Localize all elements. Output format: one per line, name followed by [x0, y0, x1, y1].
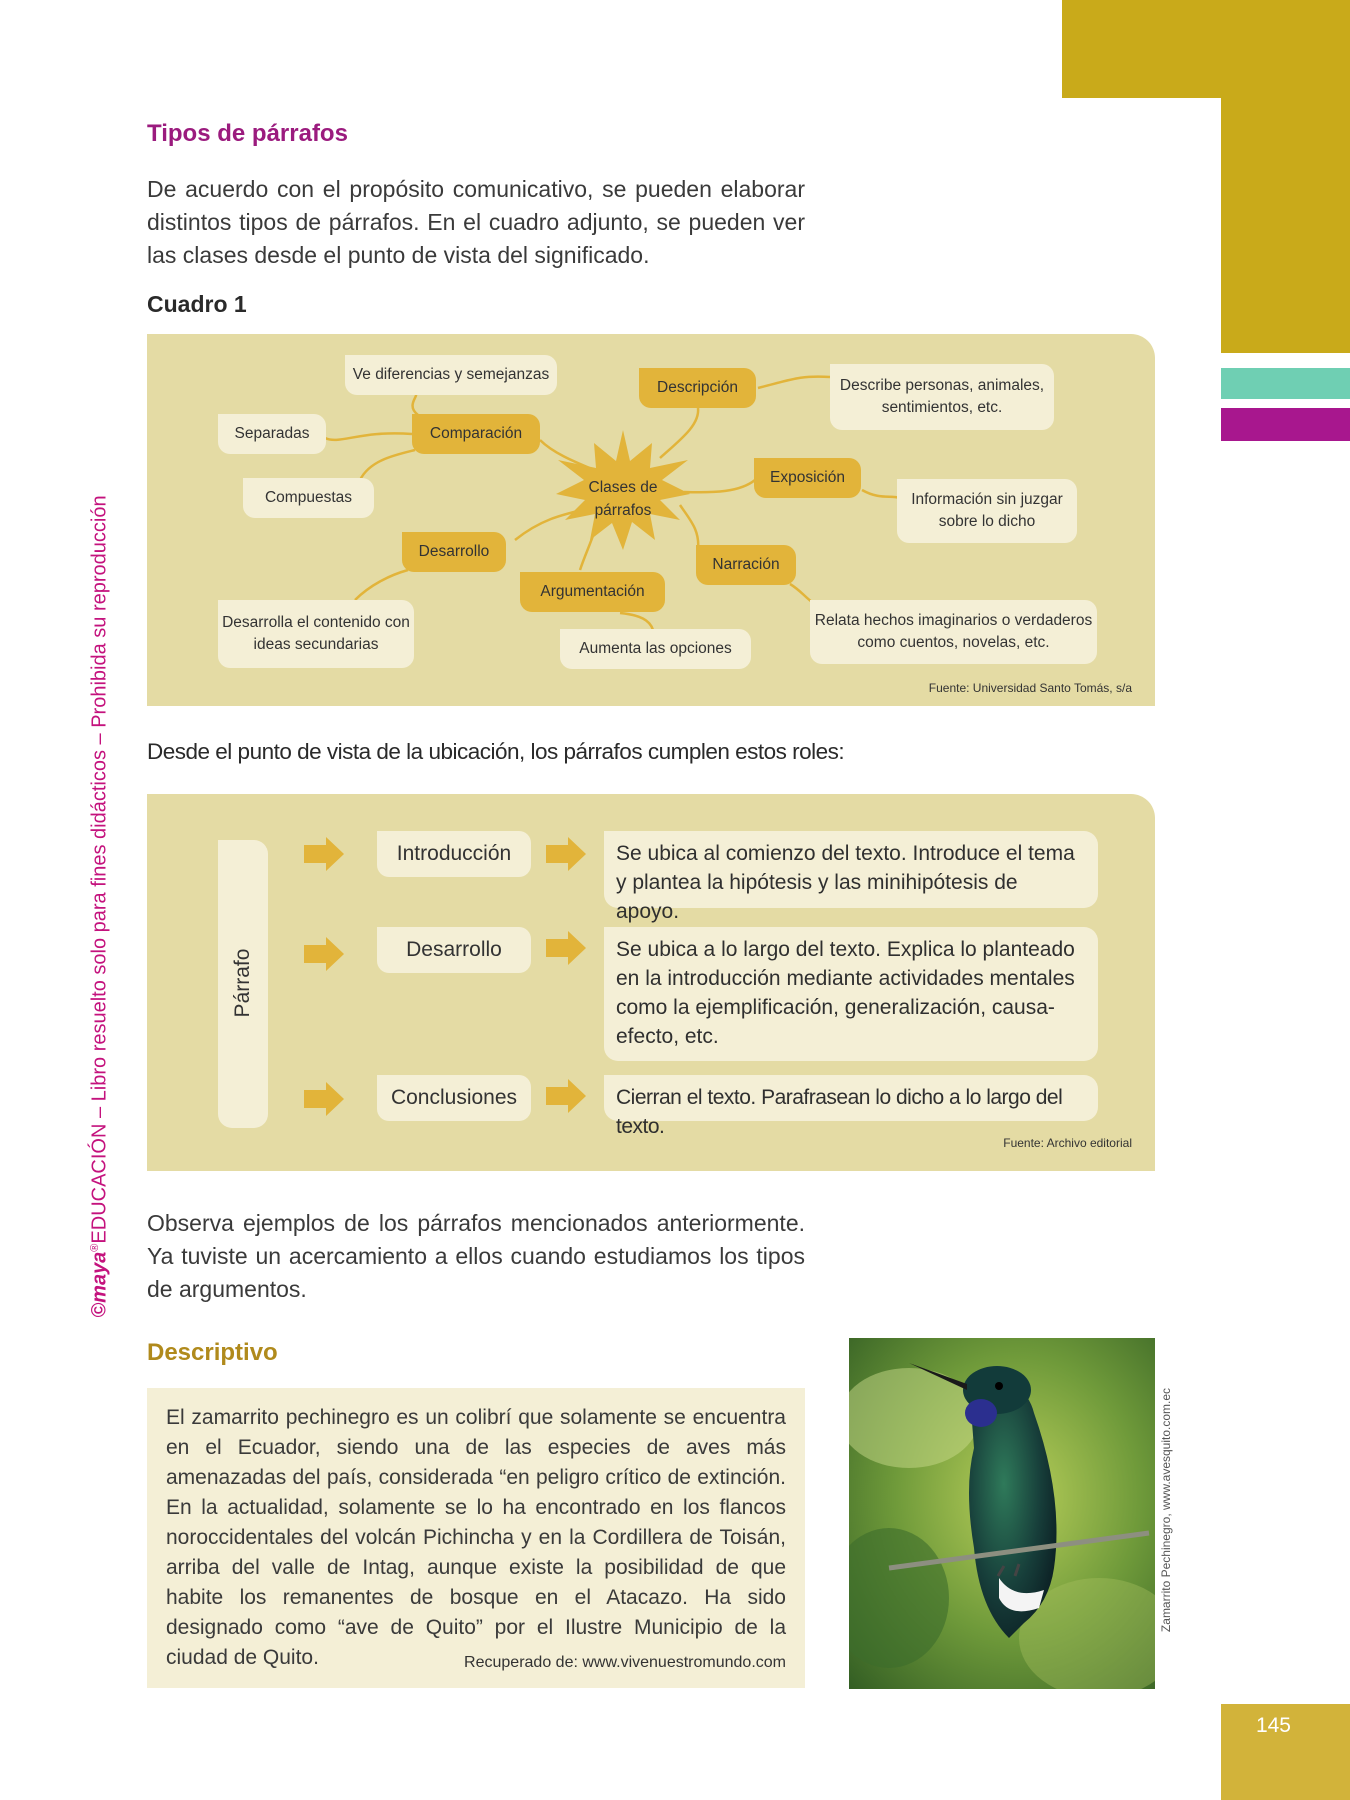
connector-compuestas	[360, 450, 415, 480]
leaf-aumenta: Aumenta las opciones	[560, 629, 751, 669]
role-conclusiones: Conclusiones	[377, 1075, 531, 1121]
hummingbird-photo	[849, 1338, 1155, 1689]
descriptivo-text: El zamarrito pechinegro es un colibrí que solamente se encuentra en el Ecuador, siendo una de las especies de aves más amenazadas del país, considerada “en peligro crítico de extinción. En la actualidad, solamente se lo ha encontrado en los flancos noroccidentales del volcán Pichincha y en la Cordillera de Toisán, arriba del valle de Intag, aunque existe la posibilidad de que habite los remanentes de bosque en el Atacazo. Ha sido designado como “ave de Quito” por el Ilustre Municipio de la ciudad de Quito.	[166, 1406, 786, 1669]
connector-exposicion	[684, 480, 755, 492]
arrow-icon	[304, 837, 344, 871]
leaf-ve-diferencias: Ve diferencias y semejanzas	[345, 355, 557, 395]
intro-paragraph: De acuerdo con el propósito comunicativo, se pueden elaborar distintos tipos de párrafos. En el cuadro adjunto, se pueden ver las clases desde el punto de vista del significado.	[147, 176, 805, 268]
brand-logo: ©maya	[88, 1251, 111, 1318]
arrow-icon	[304, 1082, 344, 1116]
leaf-describe: Describe personas, animales, sentimientos, etc.	[830, 364, 1054, 430]
descriptivo-source: Recuperado de: www.vivenuestromundo.com	[464, 1654, 786, 1671]
connector-relata	[790, 584, 812, 602]
node-comparacion: Comparación	[412, 414, 540, 454]
connector-ve-diferencias	[413, 394, 418, 415]
connector-desarrolla	[355, 570, 408, 600]
role-desc-conclusiones: Cierran el texto. Parafrasean lo dicho a lo largo del texto.	[604, 1075, 1098, 1121]
copyright-text: EDUCACIÓN – Libro resuelto solo para fines didácticos – Prohibida su reproducción	[88, 495, 111, 1244]
node-desarrollo: Desarrollo	[402, 532, 506, 572]
connector-descripcion	[660, 408, 698, 458]
leaf-separadas: Separadas	[218, 414, 326, 454]
node-argumentacion: Argumentación	[520, 572, 665, 612]
role-desc-desarrollo: Se ubica a lo largo del texto. Explica lo planteado en la introducción mediante actividades mentales como la ejemplificación, generalización, causa-efecto, etc.	[604, 927, 1098, 1061]
arrow-icon	[546, 837, 586, 871]
photo-credit: Zamarrito Pechinegro, www.avesquito.com.ec	[1159, 1387, 1173, 1633]
leaf-desarrolla: Desarrolla el contenido con ideas secundarias	[218, 600, 414, 668]
node-narracion: Narración	[696, 545, 796, 585]
ubicacion-text: Desde el punto de vista de la ubicación, los párrafos cumplen estos roles:	[147, 739, 845, 764]
connector-narracion	[680, 505, 698, 550]
connector-aumenta	[620, 613, 653, 630]
registered-mark: ®	[88, 1243, 101, 1252]
roles-source: Fuente: Archivo editorial	[1003, 1136, 1132, 1150]
mindmap-source: Fuente: Universidad Santo Tomás, s/a	[928, 681, 1132, 695]
leaf-informacion: Información sin juzgar sobre lo dicho	[897, 479, 1077, 543]
node-descripcion: Descripción	[639, 368, 756, 408]
role-desarrollo: Desarrollo	[377, 927, 531, 973]
arrow-icon	[546, 1079, 586, 1113]
connector-informacion	[862, 490, 900, 498]
node-exposicion: Exposición	[754, 458, 861, 498]
arrow-icon	[546, 931, 586, 965]
parrafo-label: Párrafo	[231, 948, 254, 1018]
leaf-relata: Relata hechos imaginarios o verdaderos como cuentos, novelas, etc.	[810, 600, 1097, 664]
page-number: 145	[1255, 1714, 1291, 1737]
descriptivo-title: Descriptivo	[147, 1339, 278, 1366]
connector-separadas	[325, 433, 412, 440]
leaf-compuestas: Compuestas	[243, 478, 374, 518]
section-title: Tipos de párrafos	[147, 120, 348, 147]
role-introduccion: Introducción	[377, 831, 531, 877]
connector-describe	[758, 377, 830, 388]
cuadro-title: Cuadro 1	[147, 291, 247, 317]
arrow-icon	[304, 937, 344, 971]
center-node-label: Clases de párrafos	[588, 479, 658, 519]
role-desc-introduccion: Se ubica al comienzo del texto. Introduce el tema y plantea la hipótesis y las minihipótesis de apoyo.	[604, 831, 1098, 908]
observa-paragraph: Observa ejemplos de los párrafos mencionados anteriormente. Ya tuviste un acercamiento a ellos cuando estudiamos los tipos de argumentos.	[147, 1210, 805, 1302]
